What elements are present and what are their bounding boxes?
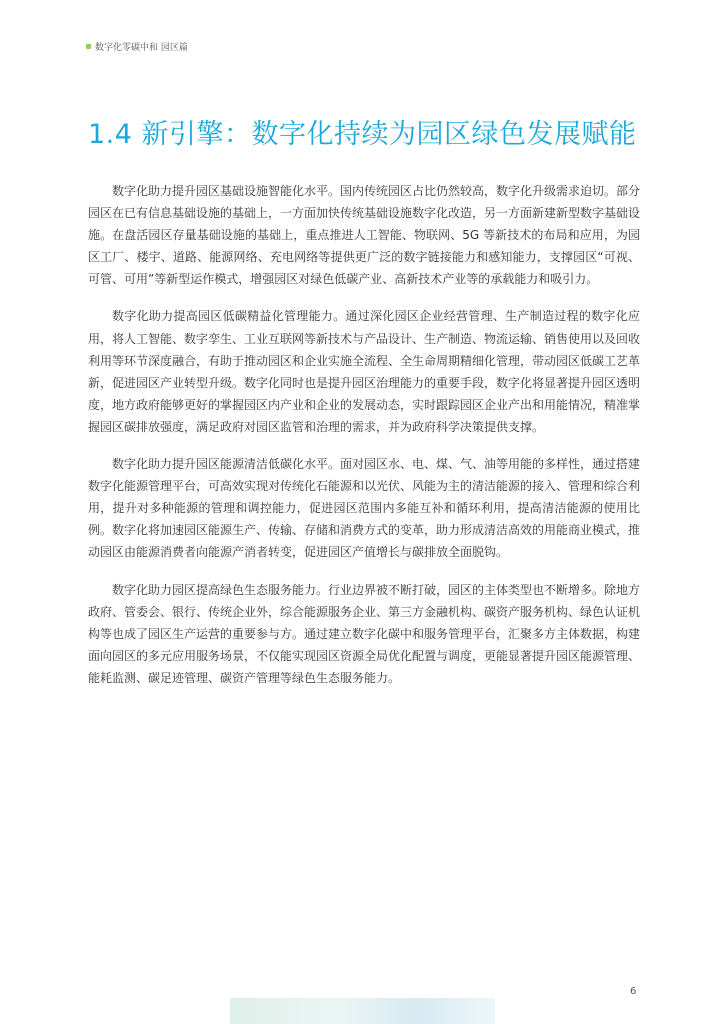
section-title: 1.4 新引擎：数字化持续为园区绿色发展赋能 xyxy=(88,119,637,150)
header-square-icon xyxy=(86,44,91,49)
header-text: 数字化零碳中和 园区篇 xyxy=(95,43,188,53)
footer-decoration xyxy=(230,998,495,1024)
page-number: 6 xyxy=(630,986,637,997)
paragraph-energy: 数字化助力提升园区能源清洁低碳化水平。面对园区水、电、煤、气、油等用能的多样性，通过搭建数字化能源管理平台，可高效实现对传统化石能源和以光伏、风能为主的清洁能源的接入、管理和综合利用，提升对多种能源的管理和调控能力，促进园区范围内多能互补和循环利用，提高清洁能源的使用比例。数字化将加速园区能源生产、传输、存储和消费方式的变革，助力形成清洁高效的用能商业模式，推动园区由能源消费者向能源产消者转变，促进园区产值增长与碳排放全面脱钩。 xyxy=(88,457,641,560)
paragraph-ecosystem: 数字化助力园区提高绿色生态服务能力。行业边界被不断打破，园区的主体类型也不断增多。除地方政府、管委会、银行、传统企业外，综合能源服务企业、第三方金融机构、碳资产服务机构、绿色认证机构等也成了园区生产运营的重要参与方。通过建立数字化碳中和服务管理平台，汇聚多方主体数据，构建面向园区的多元应用服务场景，不仅能实现园区资源全局优化配置与调度，更能显著提升园区能源管理、能耗监测、碳足迹管理、碳资产管理等绿色生态服务能力。 xyxy=(88,582,641,685)
running-header xyxy=(86,40,188,53)
paragraph-infrastructure: 数字化助力提升园区基础设施智能化水平。国内传统园区占比仍然较高，数字化升级需求迫切。部分园区在已有信息基础设施的基础上，一方面加快传统基础设施数字化改造，另一方面新建新型数字基础设施。在盘活园区存量基础设施的基础上，重点推进人工智能、物联网、5G 等新技术的布局和应用，为园区工厂、楼宇、道路、能源网络、充电网络等提供更广泛的数字链接能力和感知能力，支撑园区“可视、可管、可用”等新型运作模式，增强园区对绿色低碳产业、高新技术产业等的承载能力和吸引力。 xyxy=(88,184,641,287)
paragraph-management: 数字化助力提高园区低碳精益化管理能力。通过深化园区企业经营管理、生产制造过程的数字化应用，将人工智能、数字孪生、工业互联网等新技术与产品设计、生产制造、物流运输、销售使用以及回收利用等环节深度融合，有助于推动园区和企业实施全流程、全生命周期精细化管理，带动园区低碳工艺革新，促进园区产业转型升级。数字化同时也是提升园区治理能力的重要手段，数字化将显著提升园区透明度，地方政府能够更好的掌握园区内产业和企业的发展动态，实时跟踪园区企业产出和用能情况，精准掌握园区碳排放强度，满足政府对园区监管和治理的需求，并为政府科学决策提供支撑。 xyxy=(88,309,641,434)
body-text xyxy=(88,180,640,704)
